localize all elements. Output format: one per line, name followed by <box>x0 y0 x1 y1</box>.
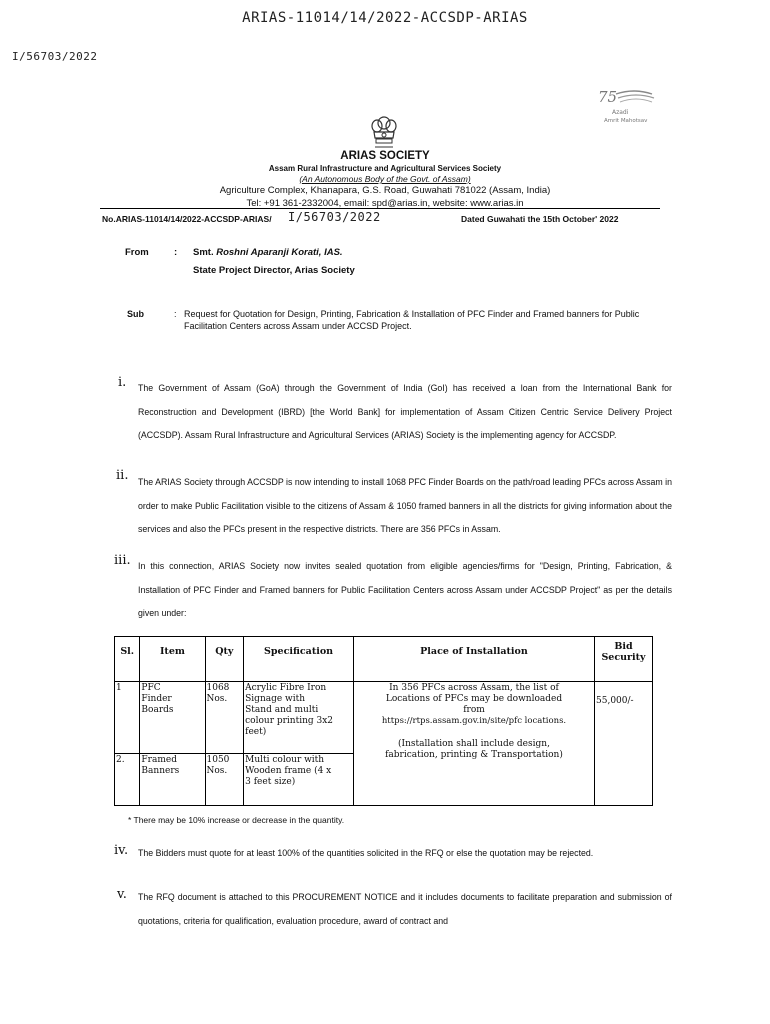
document-file-number: ARIAS-11014/14/2022-ACCSDP-ARIAS <box>242 10 528 26</box>
quotation-table <box>114 636 653 806</box>
subject-colon: : <box>174 309 177 319</box>
reference-number: No.ARIAS-11014/14/2022-ACCSDP-ARIAS/ <box>102 214 272 224</box>
from-designation: State Project Director, Arias Society <box>193 265 355 276</box>
from-colon: : <box>174 247 178 258</box>
row-2-item <box>140 754 205 806</box>
cell-line: Framed <box>141 755 177 765</box>
para-2-text: The ARIAS Society through ACCSDP is now intending to install 1068 PFC Finder Boards on the path/road leading PFCs across Assam in order to make Public Facilitation visible to the citizens of Assam & 1050 framed banners in all the districts for giving information about the services and also the PFCs present in the respective districts. There are 356 PFCs in Assam. <box>138 477 672 534</box>
cell-line: Banners <box>141 766 180 776</box>
cell-line: Stand and multi <box>245 705 319 715</box>
reference-date: Dated Guwahati the 15th October' 2022 <box>461 214 619 224</box>
cell-line: In 356 PFCs across Assam, the list of <box>389 683 559 693</box>
from-label: From <box>125 247 149 258</box>
para-4-text: The Bidders must quote for at least 100% of the quantities solicited in the RFQ or else the quotation may be rejected. <box>138 848 594 858</box>
reference-hand-number: I/56703/2022 <box>288 210 381 224</box>
azadi-ka-amrit-mahotsav-logo <box>590 86 656 126</box>
para-2-number: ii. <box>116 468 129 483</box>
quantity-note: * There may be 10% increase or decrease in the quantity. <box>128 815 345 825</box>
cell-line: 3 feet size) <box>245 777 296 787</box>
national-emblem-logo <box>369 116 399 150</box>
header-item: Item <box>140 637 205 682</box>
cell-line: Nos. <box>206 766 228 776</box>
row-2-specification <box>244 754 354 806</box>
org-contact: Tel: +91 361-2332004, email: spd@arias.in, website: www.arias.in <box>246 198 524 209</box>
svg-text:Azadi: Azadi <box>612 109 629 116</box>
row-2-qty <box>205 754 244 806</box>
para-4-number: iv. <box>114 843 129 858</box>
bid-security-value <box>595 682 653 806</box>
cell-line: Finder <box>141 694 172 704</box>
diary-number: I/56703/2022 <box>12 50 98 63</box>
row-1-sl: 1 <box>115 682 140 754</box>
cell-line: (Installation shall include design, <box>398 739 550 749</box>
cell-line: PFC <box>141 683 161 693</box>
para-3-number: iii. <box>114 553 131 568</box>
row-2-sl: 2. <box>115 754 140 806</box>
table-row <box>115 682 653 754</box>
cell-spacer <box>355 727 593 739</box>
header-rule <box>100 208 660 209</box>
header-place: Place of Installation <box>353 637 594 682</box>
from-person-name: Roshni Aparanji Korati, IAS. <box>216 247 343 258</box>
cell-line: colour printing 3x2 <box>245 716 334 726</box>
para-1-number: i. <box>118 375 127 390</box>
from-name <box>193 247 343 258</box>
cell-line: 1068 <box>206 683 230 693</box>
cell-line: feet) <box>245 727 267 737</box>
para-5-number: v. <box>117 887 127 902</box>
svg-text:Amrit Mahotsav: Amrit Mahotsav <box>604 118 648 124</box>
cell-line: Locations of PFCs may be downloaded <box>385 694 563 704</box>
cell-line: Nos. <box>206 694 228 704</box>
cell-line: Wooden frame (4 x <box>245 766 332 776</box>
from-prefix: Smt. <box>193 247 214 258</box>
org-address: Agriculture Complex, Khanapara, G.S. Road, Guwahati 781022 (Assam, India) <box>219 185 551 196</box>
table-header-row <box>115 637 653 682</box>
org-subtitle: (An Autonomous Body of the Govt. of Assam) <box>299 174 471 184</box>
cell-line: Boards <box>141 705 174 715</box>
row-1-specification <box>244 682 354 754</box>
org-name: ARIAS SOCIETY <box>340 150 430 162</box>
header-qty: Qty <box>205 637 244 682</box>
header-sl: Sl. <box>115 637 140 682</box>
cell-line: Multi colour with <box>245 755 325 765</box>
svg-text:75: 75 <box>598 88 618 106</box>
pfc-locations-link[interactable]: https://rtps.assam.gov.in/site/pfc locations. <box>381 716 567 726</box>
para-5-text: The RFQ document is attached to this PROCUREMENT NOTICE and it includes documents to facilitate preparation and submission of quotations, criteria for qualification, evaluation procedure, award of contract and <box>138 892 672 926</box>
cell-line: from <box>463 705 485 715</box>
row-1-qty <box>205 682 244 754</box>
subject-text: Request for Quotation for Design, Printing, Fabrication & Installation of PFC Finder and Framed banners for Public Facilitation Centers across Assam under ACCSD Project. <box>184 309 640 331</box>
place-of-installation <box>353 682 594 806</box>
para-3-text: In this connection, ARIAS Society now invites sealed quotation from eligible agencies/firms for "Design, Printing, Fabrication, & Installation of PFC Finder and Framed banners for Public Facilitation Centers across Assam under ACCSDP Project" as per the details given under: <box>138 561 672 618</box>
header-specification: Specification <box>244 637 354 682</box>
header-bid-security: Bid Security <box>595 637 653 682</box>
subject-label: Sub <box>127 309 144 319</box>
row-1-item <box>140 682 205 754</box>
cell-line: Signage with <box>245 694 306 704</box>
org-full-name: Assam Rural Infrastructure and Agricultural Services Society <box>268 164 502 173</box>
cell-line: 1050 <box>206 755 230 765</box>
cell-line: 55,000/- <box>596 696 634 706</box>
para-1-text: The Government of Assam (GoA) through the Government of India (GoI) has received a loan from the International Bank for Reconstruction and Development (IBRD) [the World Bank] for implementation of Assam Citizen Centric Service Delivery Project (ACCSDP). Assam Rural Infrastructure and Agricultural Services (ARIAS) Society is the implementing agency for ACCSDP. <box>138 383 672 440</box>
cell-line: Acrylic Fibre Iron <box>245 683 327 693</box>
cell-line: fabrication, printing & Transportation) <box>385 750 563 760</box>
